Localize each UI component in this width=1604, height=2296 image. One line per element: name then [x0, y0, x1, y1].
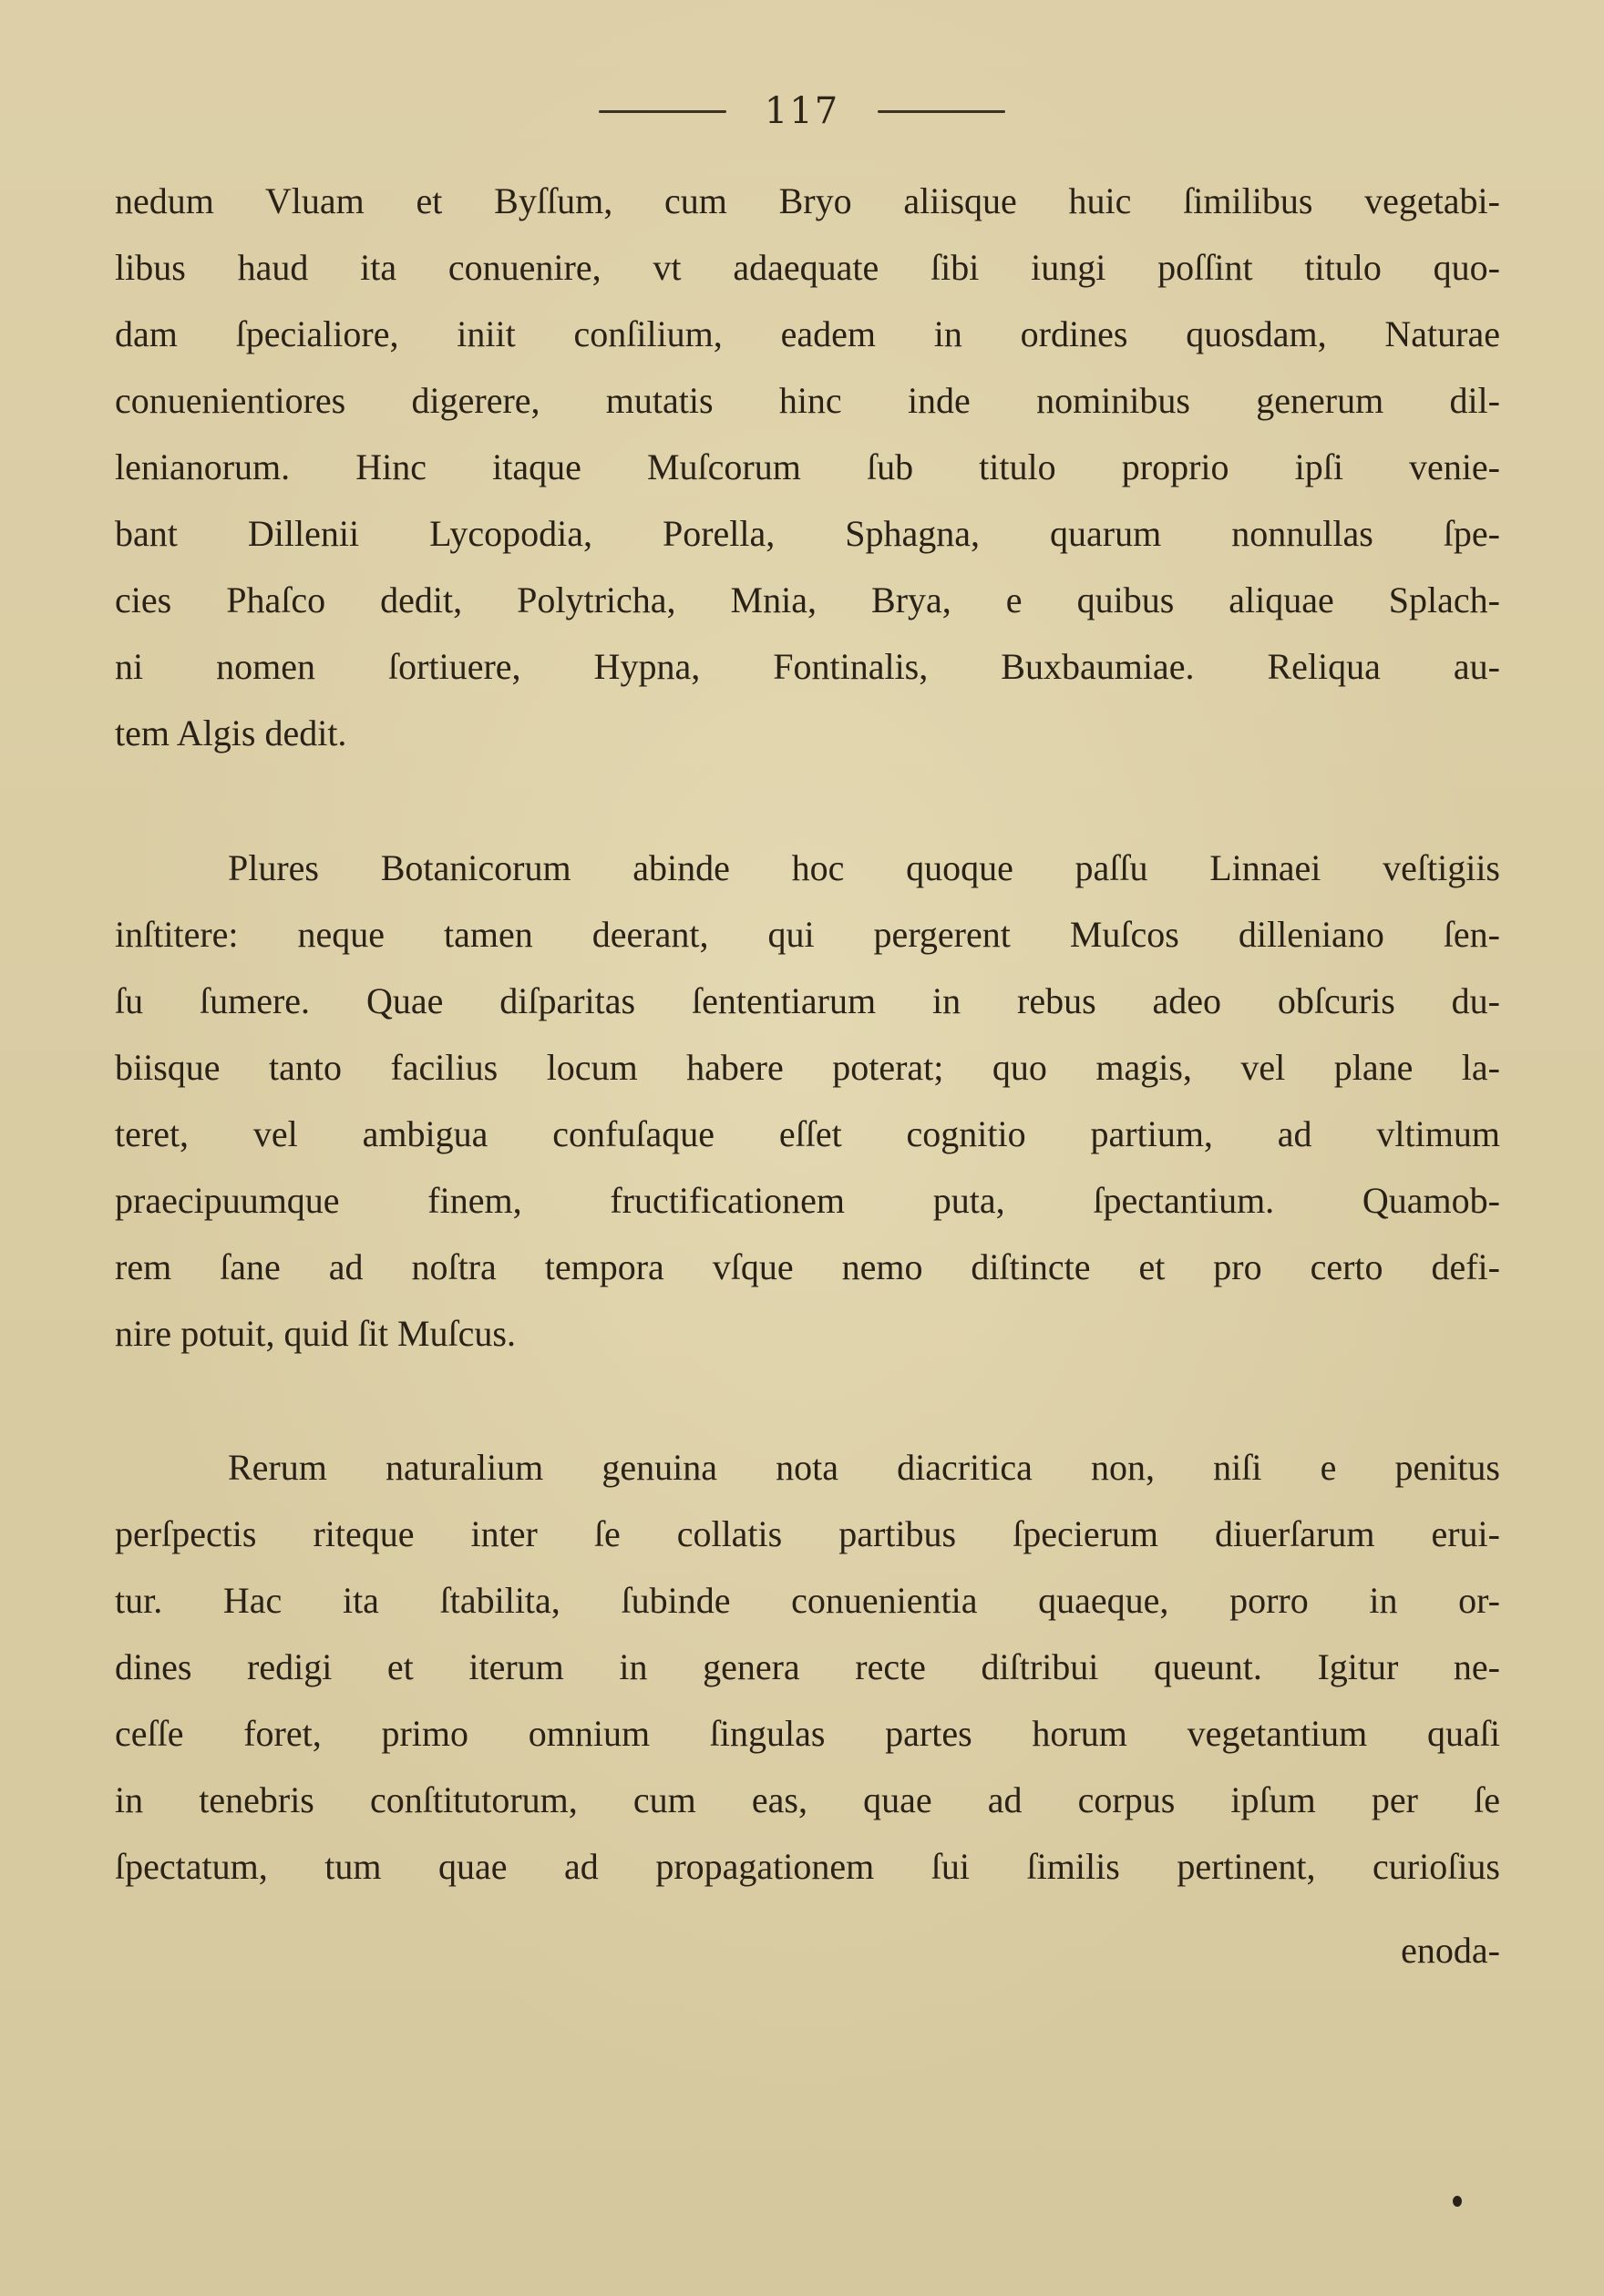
- text-line: libus haud ita conuenire, vt adaequate ſibi iungi poſſint titulo quo-: [115, 247, 1500, 288]
- text-line: Plures Botanicorum abinde hoc quoque paſſu Linnaei veſtigiis: [228, 847, 1500, 888]
- text-line: teret, vel ambigua confuſaque eſſet cognitio partium, ad vltimum: [115, 1113, 1500, 1154]
- text-line: dam ſpecialiore, iniit conſilium, eadem in ordines quosdam, Naturae: [115, 313, 1500, 354]
- text-line: rem ſane ad noſtra tempora vſque nemo diſtincte et pro certo defi-: [115, 1246, 1500, 1287]
- catchword-block: [115, 1917, 1500, 1983]
- text-line: praecipuumque finem, fructificationem puta, ſpectantium. Quamob-: [115, 1180, 1500, 1221]
- paragraph-3: [115, 1434, 1500, 1900]
- ink-speck: [1453, 2196, 1462, 2207]
- text-line: perſpectis riteque inter ſe collatis partibus ſpecierum diuerſarum erui-: [115, 1513, 1500, 1554]
- text-line: in tenebris conſtitutorum, cum eas, quae ad corpus ipſum per ſe: [115, 1779, 1500, 1820]
- text-line: conuenientiores digerere, mutatis hinc inde nominibus generum dil-: [115, 380, 1500, 421]
- catchword: enoda-: [1401, 1930, 1500, 1971]
- paragraph-2: [115, 835, 1500, 1367]
- text-line: tur. Hac ita ſtabilita, ſubinde conuenientia quaeque, porro in or-: [115, 1580, 1500, 1621]
- text-line: nedum Vluam et Byſſum, cum Bryo aliisque huic ſimilibus vegetabi-: [115, 180, 1500, 221]
- text-line: cies Phaſco dedit, Polytricha, Mnia, Brya, e quibus aliquae Splach-: [115, 579, 1500, 620]
- text-line: ceſſe foret, primo omnium ſingulas partes horum vegetantium quaſi: [115, 1713, 1500, 1754]
- page-number: 117: [764, 90, 840, 132]
- text-line: ni nomen ſortiuere, Hypna, Fontinalis, Buxbaumiae. Reliqua au-: [115, 646, 1500, 687]
- text-line: ſpectatum, tum quae ad propagationem ſui ſimilis pertinent, curioſius: [115, 1846, 1500, 1887]
- header-rule-left: [599, 110, 726, 113]
- text-line: bant Dillenii Lycopodia, Porella, Sphagna, quarum nonnullas ſpe-: [115, 513, 1500, 554]
- text-line: inſtitere: neque tamen deerant, qui pergerent Muſcos dilleniano ſen-: [115, 914, 1500, 955]
- text-line: tem Algis dedit.: [115, 712, 347, 753]
- text-line: biisque tanto facilius locum habere poterat; quo magis, vel plane la-: [115, 1047, 1500, 1088]
- header-rule-right: [878, 110, 1005, 113]
- page-header: [0, 84, 1604, 138]
- paragraph-1: [115, 168, 1500, 766]
- text-line: nire potuit, quid ſit Muſcus.: [115, 1313, 516, 1354]
- text-line: lenianorum. Hinc itaque Muſcorum ſub titulo proprio ipſi venie-: [115, 446, 1500, 487]
- text-line: dines redigi et iterum in genera recte diſtribui queunt. Igitur ne-: [115, 1646, 1500, 1687]
- text-line: ſu ſumere. Quae diſparitas ſententiarum in rebus adeo obſcuris du-: [115, 980, 1500, 1021]
- text-line: Rerum naturalium genuina nota diacritica non, niſi e penitus: [228, 1447, 1500, 1488]
